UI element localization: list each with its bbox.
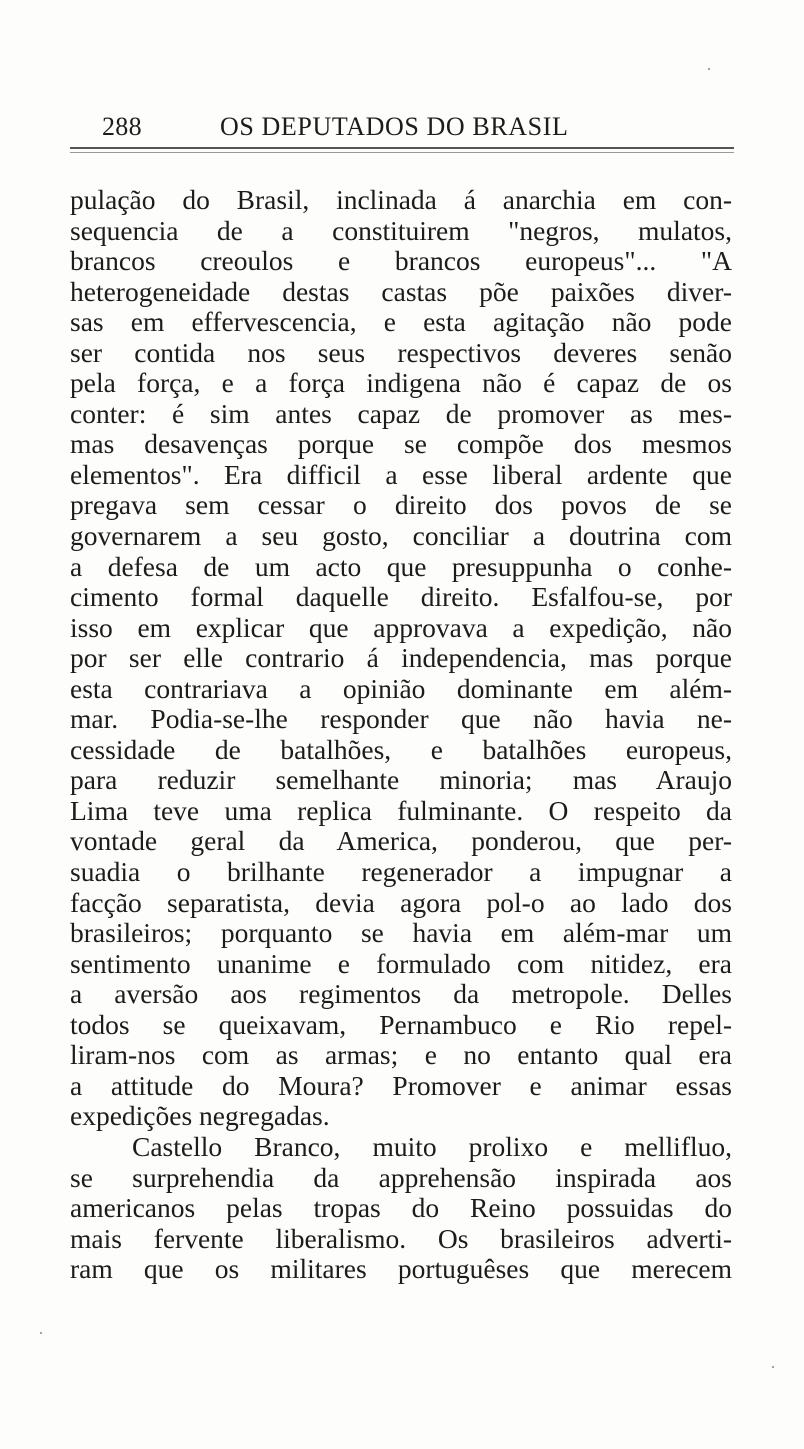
text-line: governarem a seu gosto, conciliar a doutrina com [70,520,732,552]
header-rule-thin [70,152,734,153]
text-line: vontade geral da America, ponderou, que per- [70,825,732,857]
text-line: sentimento unanime e formulado com nitidez, era [70,947,732,979]
text-line: Lima teve uma replica fulminante. O respeito da [70,794,732,826]
text-line: mais fervente liberalismo. Os brasileiros adverti- [70,1222,732,1254]
text-line: conter: é sim antes capaz de promover as mes- [70,397,732,429]
text-line: mas desavenças porque se compõe dos mesmos [70,428,732,460]
text-line: facção separatista, devia agora pol-o ao lado dos [70,886,732,918]
paper-speck [772,1366,774,1368]
text-line: pregava sem cessar o direito dos povos de se [70,489,732,521]
text-line: todos se queixavam, Pernambuco e Rio repel- [70,1008,732,1040]
text-line: esta contrariava a opinião dominante em além- [70,672,732,704]
text-line: por ser elle contrario á independencia, mas porque [70,642,732,674]
header-rule [70,147,734,149]
text-line: pela força, e a força indigena não é capaz de os [70,367,732,399]
text-line: sas em effervescencia, e esta agitação não pode [70,306,732,338]
paper-speck [708,68,710,70]
running-title: OS DEPUTADOS DO BRASIL [220,112,569,141]
text-line: ser contida nos seus respectivos deveres senão [70,336,732,368]
body-text [70,185,732,1285]
paper-speck [40,1332,42,1334]
text-line: para reduzir semelhante minoria; mas Araujo [70,764,732,796]
text-line: brasileiros; porquanto se havia em além-mar um [70,917,732,949]
text-line: a aversão aos regimentos da metropole. Delles [70,978,732,1010]
text-line: ram que os militares portuguêses que merecem [70,1253,732,1285]
text-line: suadia o brilhante regenerador a impugnar a [70,856,732,888]
running-head [102,112,732,148]
text-line: sequencia de a constituirem "negros, mulatos, [70,214,732,246]
text-line: a attitude do Moura? Promover e animar essas [70,1069,732,1101]
text-line: cessidade de batalhões, e batalhões europeus, [70,733,732,765]
text-line: elementos". Era difficil a esse liberal ardente que [70,458,732,490]
text-line: Castello Branco, muito prolixo e mellifluo, [132,1130,732,1162]
text-line: brancos creoulos e brancos europeus"... "A [70,245,732,277]
text-line: mar. Podia-se-lhe responder que não havia ne- [70,703,732,735]
text-line: isso em explicar que approvava a expedição, não [70,611,732,643]
text-line: se surprehendia da apprehensão inspirada aos [70,1161,732,1193]
text-line: pulação do Brasil, inclinada á anarchia em con- [70,184,732,215]
text-line: a defesa de um acto que presuppunha o conhe- [70,550,732,582]
text-line: expedições negregadas. [70,1100,330,1132]
text-line: americanos pelas tropas do Reino possuidas do [70,1192,732,1224]
text-line: heterogeneidade destas castas põe paixões diver- [70,275,732,307]
page-number: 288 [102,112,142,141]
text-line: cimento formal daquelle direito. Esfalfou-se, por [70,581,732,613]
text-line: liram-nos com as armas; e no entanto qual era [70,1039,732,1071]
